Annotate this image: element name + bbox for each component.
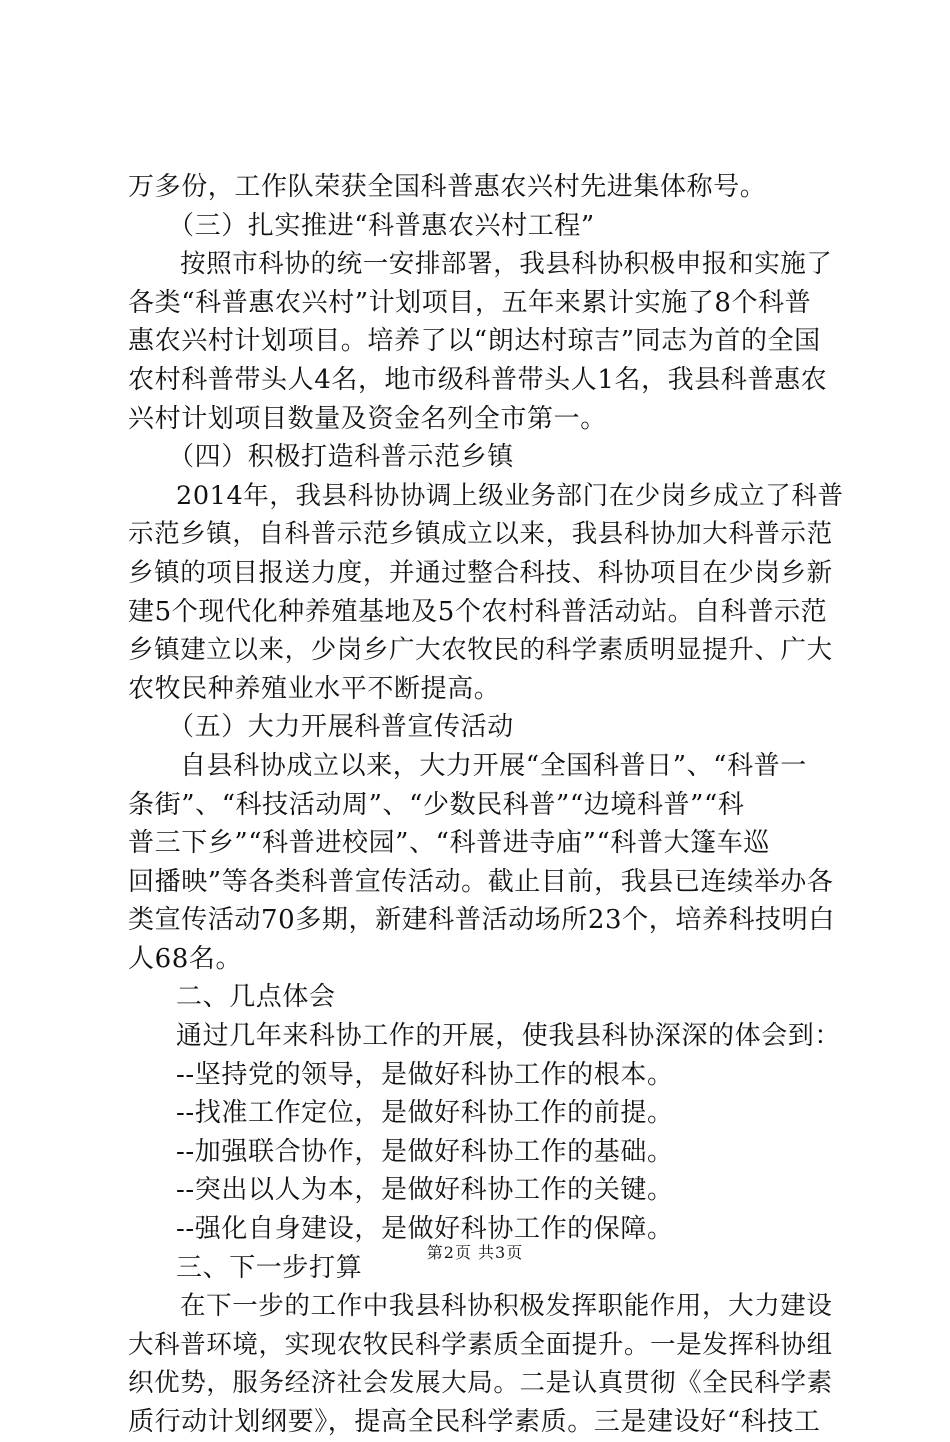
text-line: 回播映”等各类科普宣传活动。截止目前，我县已连续举办各	[128, 866, 834, 897]
text-line: 二、几点体会	[176, 982, 336, 1013]
text-line: 通过几年来科协工作的开展，使我县科协深深的体会到：	[176, 1021, 842, 1052]
text-line: --加强联合协作，是做好科协工作的基础。	[176, 1136, 674, 1167]
text-line: （五）大力开展科普宣传活动	[168, 712, 514, 743]
text-line: 人68名。	[128, 943, 243, 974]
text-line: --找准工作定位，是做好科协工作的前提。	[176, 1098, 674, 1129]
text-line: --突出以人为本，是做好科协工作的关键。	[176, 1175, 674, 1206]
text-line: 兴村计划项目数量及资金名列全市第一。	[128, 403, 607, 434]
text-line: 按照市科协的统一安排部署，我县科协积极申报和实施了	[180, 249, 833, 280]
text-line: 织优势，服务经济社会发展大局。二是认真贯彻《全民科学素	[128, 1368, 833, 1399]
page-number-footer: 第2页 共3页	[426, 1243, 524, 1262]
text-line: 各类“科普惠农兴村”计划项目，五年来累计实施了8个科普	[128, 287, 812, 318]
text-line: （三）扎实推进“科普惠农兴村工程”	[168, 210, 595, 241]
text-line: 万多份，工作队荣获全国科普惠农兴村先进集体称号。	[128, 172, 767, 202]
text-line: 自县科协成立以来，大力开展“全国科普日”、“科普一	[180, 750, 807, 781]
text-line: 普三下乡”“科普进校园”、“科普进寺庙”“科普大篷车巡	[128, 828, 770, 859]
text-line: 质行动计划纲要》，提高全民科学素质。三是建设好“科技工	[128, 1407, 821, 1437]
text-line: （四）积极打造科普示范乡镇	[168, 442, 514, 473]
text-line: 示范乡镇，自科普示范乡镇成立以来，我县科协加大科普示范	[128, 519, 833, 550]
text-line: 类宣传活动70多期，新建科普活动场所23个，培养科技明白	[128, 905, 835, 936]
text-line: 农村科普带头人4名，地市级科普带头人1名，我县科普惠农	[128, 364, 828, 395]
text-line: 农牧民种养殖业水平不断提高。	[128, 673, 501, 704]
text-line: 条街”、“科技活动周”、“少数民科普”“边境科普”“科	[128, 789, 745, 820]
text-line: 乡镇建立以来，少岗乡广大农牧民的科学素质明显提升、广大	[128, 635, 833, 666]
text-line: --强化自身建设，是做好科协工作的保障。	[176, 1214, 674, 1245]
text-line: 在下一步的工作中我县科协积极发挥职能作用，大力建设	[180, 1291, 833, 1322]
text-line: 建5个现代化种养殖基地及5个农村科普活动站。自科普示范	[128, 596, 828, 627]
text-line: 乡镇的项目报送力度，并通过整合科技、科协项目在少岗乡新	[128, 557, 833, 588]
text-line: 2014年，我县科协协调上级业务部门在少岗乡成立了科普	[176, 480, 844, 511]
text-line: --坚持党的领导，是做好科协工作的根本。	[176, 1059, 674, 1090]
text-line: 三、下一步打算	[176, 1252, 363, 1283]
text-line: 大科普环境，实现农牧民科学素质全面提升。一是发挥科协组	[128, 1329, 833, 1360]
text-line: 惠农兴村计划项目。培养了以“朗达村琼吉”同志为首的全国	[128, 326, 821, 357]
